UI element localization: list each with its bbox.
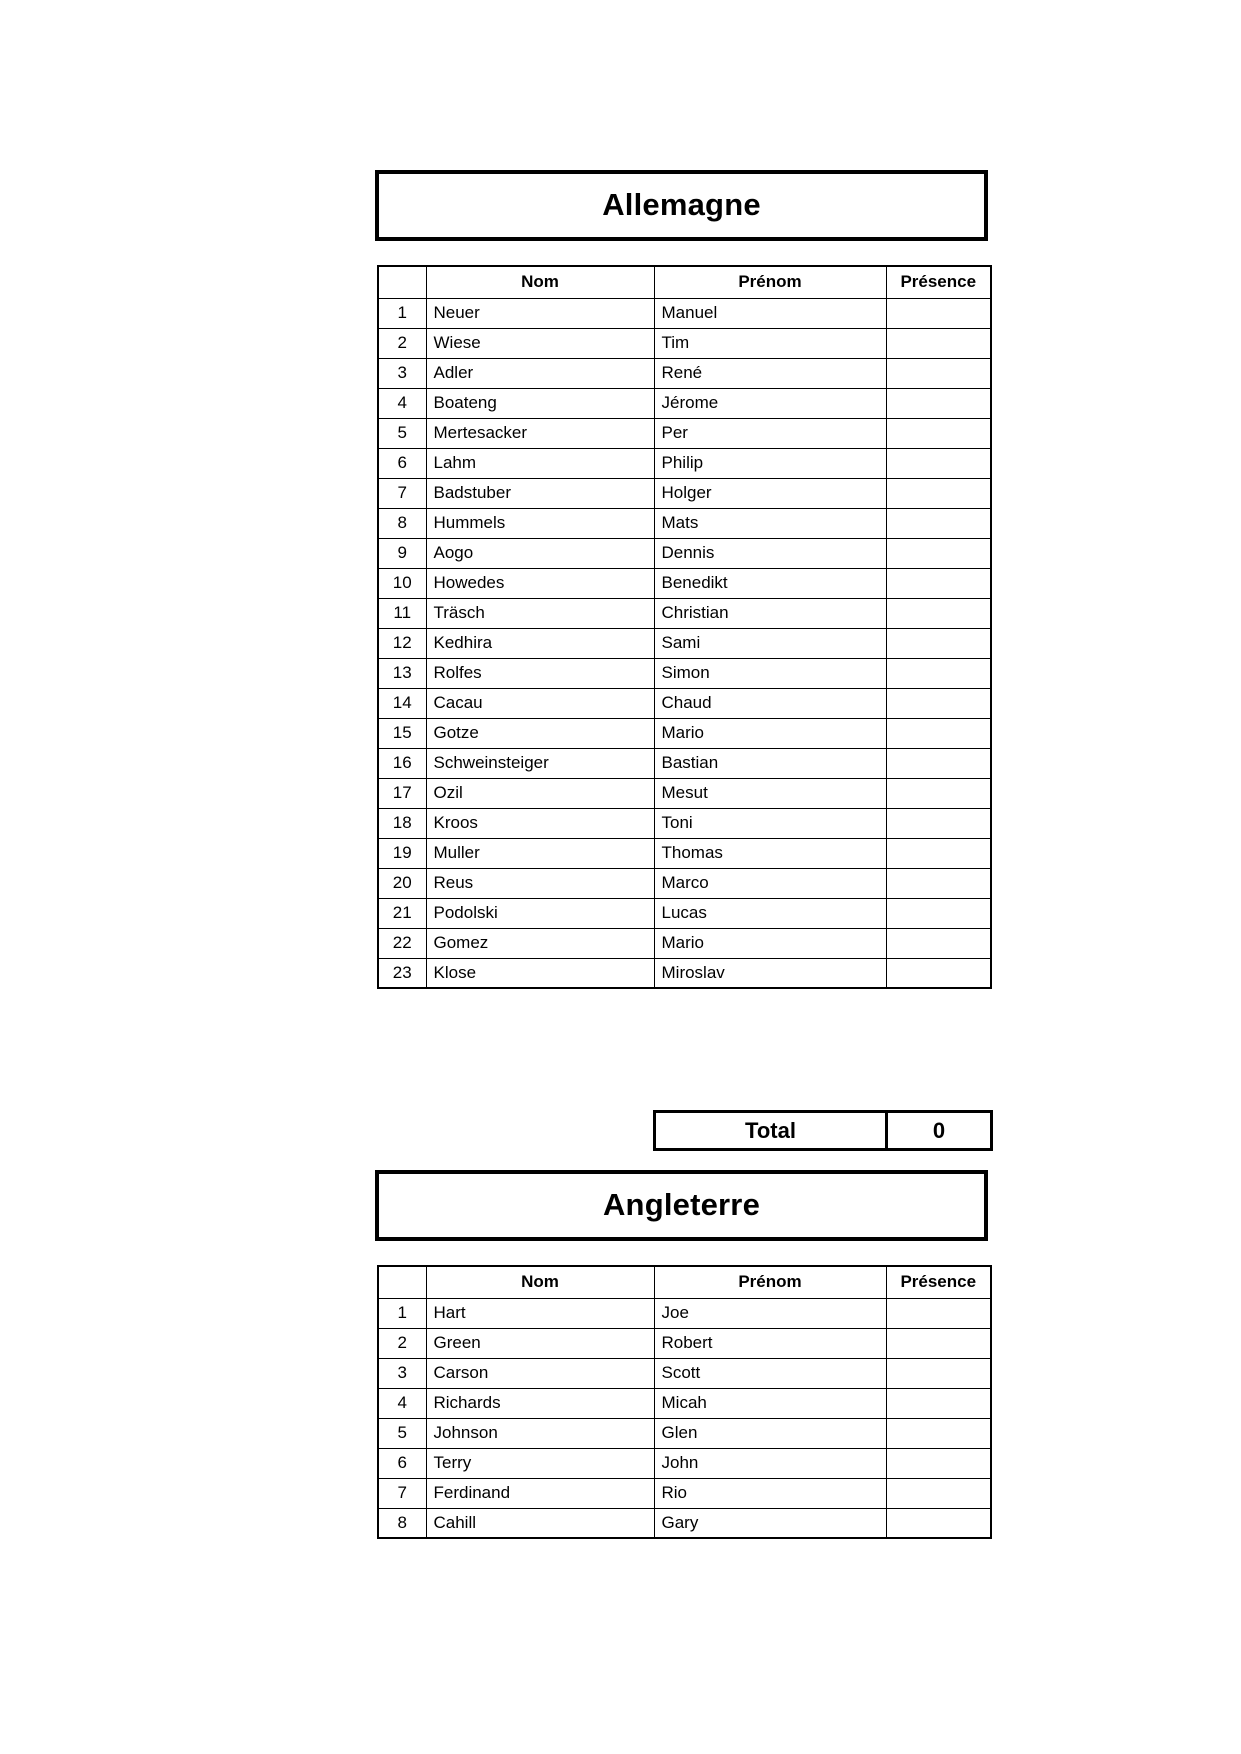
cell-presence[interactable] xyxy=(886,958,991,988)
table-row xyxy=(378,1478,991,1508)
cell-prenom: Manuel xyxy=(654,298,886,328)
table-row xyxy=(378,598,991,628)
cell-nom: Boateng xyxy=(426,388,654,418)
cell-nom: Klose xyxy=(426,958,654,988)
cell-prenom: Joe xyxy=(654,1298,886,1328)
row-index: 9 xyxy=(378,538,426,568)
cell-presence[interactable] xyxy=(886,1298,991,1328)
cell-presence[interactable] xyxy=(886,538,991,568)
row-index: 4 xyxy=(378,1388,426,1418)
cell-presence[interactable] xyxy=(886,628,991,658)
cell-nom: Schweinsteiger xyxy=(426,748,654,778)
cell-prenom: Miroslav xyxy=(654,958,886,988)
cell-presence[interactable] xyxy=(886,478,991,508)
cell-presence[interactable] xyxy=(886,928,991,958)
table-row xyxy=(378,928,991,958)
section-title-angleterre: Angleterre xyxy=(375,1170,988,1241)
row-index: 11 xyxy=(378,598,426,628)
cell-prenom: Jérome xyxy=(654,388,886,418)
cell-prenom: Sami xyxy=(654,628,886,658)
cell-presence[interactable] xyxy=(886,298,991,328)
cell-nom: Adler xyxy=(426,358,654,388)
cell-prenom: Chaud xyxy=(654,688,886,718)
cell-presence[interactable] xyxy=(886,358,991,388)
table-row xyxy=(378,868,991,898)
cell-prenom: Benedikt xyxy=(654,568,886,598)
table-row xyxy=(378,898,991,928)
cell-nom: Lahm xyxy=(426,448,654,478)
cell-prenom: Toni xyxy=(654,808,886,838)
roster-table-allemagne xyxy=(377,265,992,989)
cell-nom: Badstuber xyxy=(426,478,654,508)
cell-presence[interactable] xyxy=(886,508,991,538)
table-row xyxy=(378,508,991,538)
cell-prenom: Lucas xyxy=(654,898,886,928)
cell-prenom: Holger xyxy=(654,478,886,508)
cell-nom: Träsch xyxy=(426,598,654,628)
row-index: 3 xyxy=(378,1358,426,1388)
cell-nom: Gomez xyxy=(426,928,654,958)
cell-prenom: Mats xyxy=(654,508,886,538)
cell-nom: Podolski xyxy=(426,898,654,928)
cell-nom: Wiese xyxy=(426,328,654,358)
row-index: 19 xyxy=(378,838,426,868)
cell-presence[interactable] xyxy=(886,1478,991,1508)
cell-nom: Cacau xyxy=(426,688,654,718)
row-index: 8 xyxy=(378,508,426,538)
cell-nom: Ozil xyxy=(426,778,654,808)
row-index: 6 xyxy=(378,448,426,478)
row-index: 10 xyxy=(378,568,426,598)
cell-nom: Carson xyxy=(426,1358,654,1388)
table-row xyxy=(378,448,991,478)
cell-nom: Mertesacker xyxy=(426,418,654,448)
cell-presence[interactable] xyxy=(886,1358,991,1388)
row-index: 16 xyxy=(378,748,426,778)
cell-nom: Cahill xyxy=(426,1508,654,1538)
cell-presence[interactable] xyxy=(886,1388,991,1418)
cell-presence[interactable] xyxy=(886,808,991,838)
row-index: 12 xyxy=(378,628,426,658)
cell-nom: Gotze xyxy=(426,718,654,748)
table-row xyxy=(378,958,991,988)
cell-prenom: Philip xyxy=(654,448,886,478)
roster-body-angleterre xyxy=(378,1298,991,1538)
cell-prenom: René xyxy=(654,358,886,388)
cell-nom: Neuer xyxy=(426,298,654,328)
row-index: 15 xyxy=(378,718,426,748)
row-index: 21 xyxy=(378,898,426,928)
column-header-index xyxy=(378,1266,426,1298)
row-index: 2 xyxy=(378,328,426,358)
roster-header-allemagne xyxy=(378,266,991,298)
cell-nom: Hart xyxy=(426,1298,654,1328)
cell-presence[interactable] xyxy=(886,868,991,898)
total-label: Total xyxy=(655,1112,887,1150)
row-index: 1 xyxy=(378,1298,426,1328)
cell-presence[interactable] xyxy=(886,718,991,748)
row-index: 3 xyxy=(378,358,426,388)
row-index: 20 xyxy=(378,868,426,898)
cell-nom: Richards xyxy=(426,1388,654,1418)
table-row xyxy=(378,658,991,688)
cell-prenom: Gary xyxy=(654,1508,886,1538)
roster-table-angleterre xyxy=(377,1265,992,1539)
row-index: 8 xyxy=(378,1508,426,1538)
cell-prenom: Tim xyxy=(654,328,886,358)
cell-prenom: Robert xyxy=(654,1328,886,1358)
table-row xyxy=(378,688,991,718)
table-row xyxy=(378,1448,991,1478)
row-index: 22 xyxy=(378,928,426,958)
table-header-row xyxy=(378,1266,991,1298)
column-header-nom: Nom xyxy=(426,266,654,298)
table-row xyxy=(378,478,991,508)
cell-presence[interactable] xyxy=(886,898,991,928)
table-row xyxy=(378,1388,991,1418)
cell-nom: Rolfes xyxy=(426,658,654,688)
cell-nom: Terry xyxy=(426,1448,654,1478)
cell-prenom: John xyxy=(654,1448,886,1478)
column-header-presence: Présence xyxy=(886,266,991,298)
section-title-allemagne: Allemagne xyxy=(375,170,988,241)
roster-body-allemagne xyxy=(378,298,991,988)
cell-presence[interactable] xyxy=(886,1448,991,1478)
table-row xyxy=(378,418,991,448)
cell-prenom: Rio xyxy=(654,1478,886,1508)
row-index: 23 xyxy=(378,958,426,988)
table-row xyxy=(378,748,991,778)
table-row xyxy=(378,568,991,598)
row-index: 1 xyxy=(378,298,426,328)
cell-prenom: Simon xyxy=(654,658,886,688)
table-row xyxy=(378,1328,991,1358)
row-index: 6 xyxy=(378,1448,426,1478)
cell-presence[interactable] xyxy=(886,328,991,358)
cell-nom: Kroos xyxy=(426,808,654,838)
row-index: 14 xyxy=(378,688,426,718)
cell-prenom: Dennis xyxy=(654,538,886,568)
row-index: 4 xyxy=(378,388,426,418)
row-index: 7 xyxy=(378,478,426,508)
cell-presence[interactable] xyxy=(886,448,991,478)
cell-prenom: Marco xyxy=(654,868,886,898)
table-row xyxy=(378,1508,991,1538)
table-row xyxy=(378,388,991,418)
row-index: 18 xyxy=(378,808,426,838)
cell-presence[interactable] xyxy=(886,1418,991,1448)
cell-presence[interactable] xyxy=(886,388,991,418)
total-value[interactable]: 0 xyxy=(887,1112,992,1150)
cell-nom: Ferdinand xyxy=(426,1478,654,1508)
table-row xyxy=(378,718,991,748)
cell-prenom: Christian xyxy=(654,598,886,628)
table-row xyxy=(378,328,991,358)
column-header-nom: Nom xyxy=(426,1266,654,1298)
table-row xyxy=(378,1358,991,1388)
column-header-presence: Présence xyxy=(886,1266,991,1298)
cell-presence[interactable] xyxy=(886,1508,991,1538)
cell-presence[interactable] xyxy=(886,748,991,778)
cell-presence[interactable] xyxy=(886,598,991,628)
cell-prenom: Mario xyxy=(654,928,886,958)
cell-presence[interactable] xyxy=(886,568,991,598)
cell-nom: Johnson xyxy=(426,1418,654,1448)
cell-presence[interactable] xyxy=(886,778,991,808)
column-header-prenom: Prénom xyxy=(654,1266,886,1298)
cell-prenom: Thomas xyxy=(654,838,886,868)
row-index: 2 xyxy=(378,1328,426,1358)
table-row xyxy=(378,808,991,838)
table-row xyxy=(378,538,991,568)
row-index: 13 xyxy=(378,658,426,688)
table-row xyxy=(378,298,991,328)
cell-prenom: Scott xyxy=(654,1358,886,1388)
cell-nom: Reus xyxy=(426,868,654,898)
cell-nom: Aogo xyxy=(426,538,654,568)
table-row xyxy=(378,358,991,388)
table-row xyxy=(378,778,991,808)
cell-presence[interactable] xyxy=(886,838,991,868)
column-header-prenom: Prénom xyxy=(654,266,886,298)
cell-nom: Hummels xyxy=(426,508,654,538)
cell-presence[interactable] xyxy=(886,418,991,448)
cell-presence[interactable] xyxy=(886,658,991,688)
table-header-row xyxy=(378,266,991,298)
row-index: 5 xyxy=(378,418,426,448)
table-row xyxy=(378,628,991,658)
cell-presence[interactable] xyxy=(886,1328,991,1358)
row-index: 5 xyxy=(378,1418,426,1448)
table-row xyxy=(378,1418,991,1448)
cell-prenom: Micah xyxy=(654,1388,886,1418)
total-row-allemagne xyxy=(653,1110,993,1151)
cell-presence[interactable] xyxy=(886,688,991,718)
cell-prenom: Mesut xyxy=(654,778,886,808)
table-row xyxy=(378,838,991,868)
total-row xyxy=(655,1112,992,1150)
cell-prenom: Per xyxy=(654,418,886,448)
cell-prenom: Bastian xyxy=(654,748,886,778)
cell-prenom: Glen xyxy=(654,1418,886,1448)
table-row xyxy=(378,1298,991,1328)
cell-nom: Howedes xyxy=(426,568,654,598)
roster-header-angleterre xyxy=(378,1266,991,1298)
row-index: 17 xyxy=(378,778,426,808)
cell-nom: Green xyxy=(426,1328,654,1358)
cell-nom: Kedhira xyxy=(426,628,654,658)
cell-nom: Muller xyxy=(426,838,654,868)
column-header-index xyxy=(378,266,426,298)
cell-prenom: Mario xyxy=(654,718,886,748)
row-index: 7 xyxy=(378,1478,426,1508)
